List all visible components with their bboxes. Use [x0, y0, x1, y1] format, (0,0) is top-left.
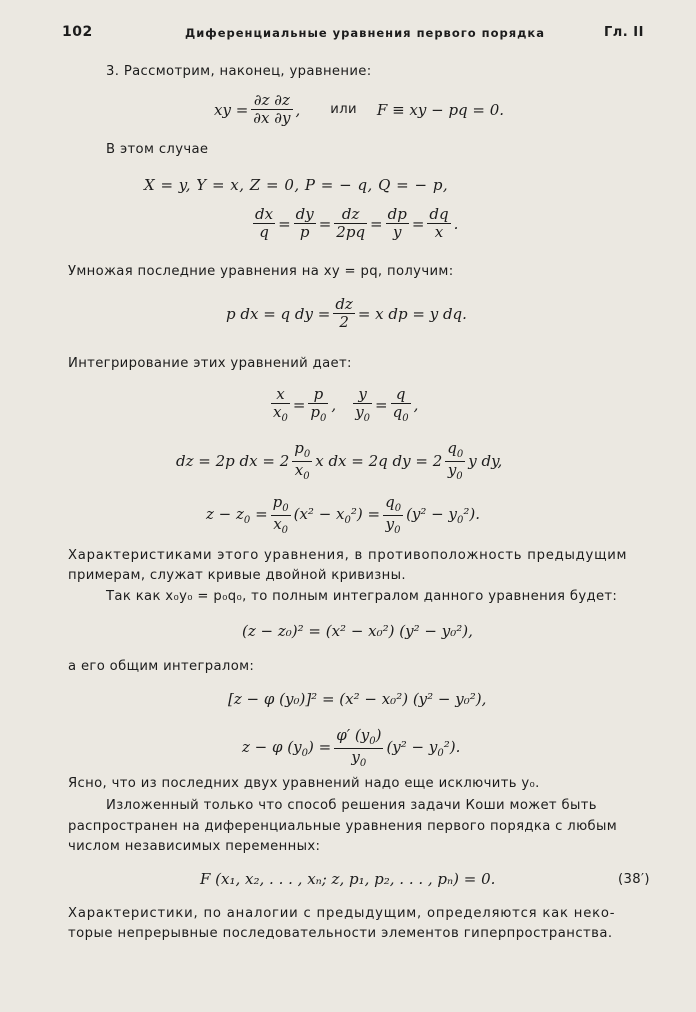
- paragraph-characteristics-2: примерам, служат кривые двойной кривизны.: [68, 568, 406, 583]
- equation-1: xy = $\frac{\partial z \partial z}{\partial x \partial y}$ , или F ≡ xy − pq = 0.: [214, 91, 505, 128]
- paragraph-cauchy-2: распространен на диференциальные уравнения первого порядка с любым: [68, 819, 618, 834]
- paragraph-hyperspace-1: Характеристики, по аналогии с предыдущим, определяются как неко-: [68, 906, 616, 921]
- equation-7: $z - z_0$ = $\frac{p_0}{x_0}$ $(x^2 - x_0^2)$ = $\frac{q_0}{y_0}$ $(y^2 - y_0^2)$.: [206, 493, 481, 536]
- paragraph-multiply: Умножая последние уравнения на xy = pq, получим:: [68, 264, 454, 279]
- equation-6: dz = 2p dx = 2 $\frac{p_0}{x_0}$ x dx = 2q dy = 2 $\frac{q_0}{y_0}$ y dy,: [176, 439, 503, 482]
- equation-38-prime: F (x₁, x₂, . . . , xₙ; z, p₁, p₂, . . . , pₙ) = 0.: [200, 870, 496, 888]
- page-number: 102: [62, 24, 93, 40]
- equation-tag-38-prime: (38′): [618, 872, 650, 887]
- paragraph-hyperspace-2: торые непрерывные последовательности элементов гиперпространства.: [68, 926, 613, 941]
- word-ili: или: [330, 102, 357, 118]
- paragraph-cauchy-3: числом независимых переменных:: [68, 839, 321, 854]
- paragraph-case: В этом случае: [106, 142, 209, 157]
- chapter-label: Гл. II: [604, 25, 644, 40]
- paragraph-exclude: Ясно, что из последних двух уравнений надо еще исключить y₀.: [68, 776, 540, 791]
- running-title: Диференциальные уравнения первого порядка: [185, 26, 545, 40]
- equation-1-right: F ≡ xy − pq = 0.: [376, 100, 505, 119]
- equation-5: $\frac{x}{x_0}$ = $\frac{p}{p_0}$ , $\frac{y}{y_0}$ = $\frac{q}{q_0}$ ,: [273, 385, 419, 425]
- paragraph-cauchy-1: Изложенный только что способ решения задачи Коши может быть: [106, 798, 597, 813]
- paragraph-integration: Интегрирование этих уравнений дает:: [68, 356, 352, 371]
- equation-3: $\frac{dx}{q}$ = $\frac{dy}{p}$ = $\frac{dz}{2pq}$ = $\frac{dp}{y}$ = $\frac{dq}{x}$ .: [255, 205, 459, 242]
- paragraph-characteristics-1: Характеристиками этого уравнения, в противоположность предыдущим: [68, 548, 628, 563]
- equation-general-2: z − φ $(y_0)$ = $\frac{\varphi' (y_0)}{y_0}$ $(y^2 - y_0^2)$.: [242, 726, 461, 769]
- equation-general-1: [z − φ (y₀)]² = (x² − x₀²) (y² − y₀²),: [228, 690, 487, 708]
- equation-2: X = y, Y = x, Z = 0, P = − q, Q = − p,: [144, 176, 449, 194]
- equation-full-integral: (z − z₀)² = (x² − x₀²) (y² − y₀²),: [242, 622, 473, 640]
- paragraph-intro: 3. Рассмотрим, наконец, уравнение:: [106, 64, 372, 79]
- paragraph-full-integral: Так как x₀y₀ = p₀q₀, то полным интегралом данного уравнения будет:: [106, 589, 618, 604]
- equation-4: p dx = q dy = $\frac{dz}{2}$ = x dp = y dq.: [226, 295, 467, 332]
- paragraph-general-integral: а его общим интегралом:: [68, 659, 255, 674]
